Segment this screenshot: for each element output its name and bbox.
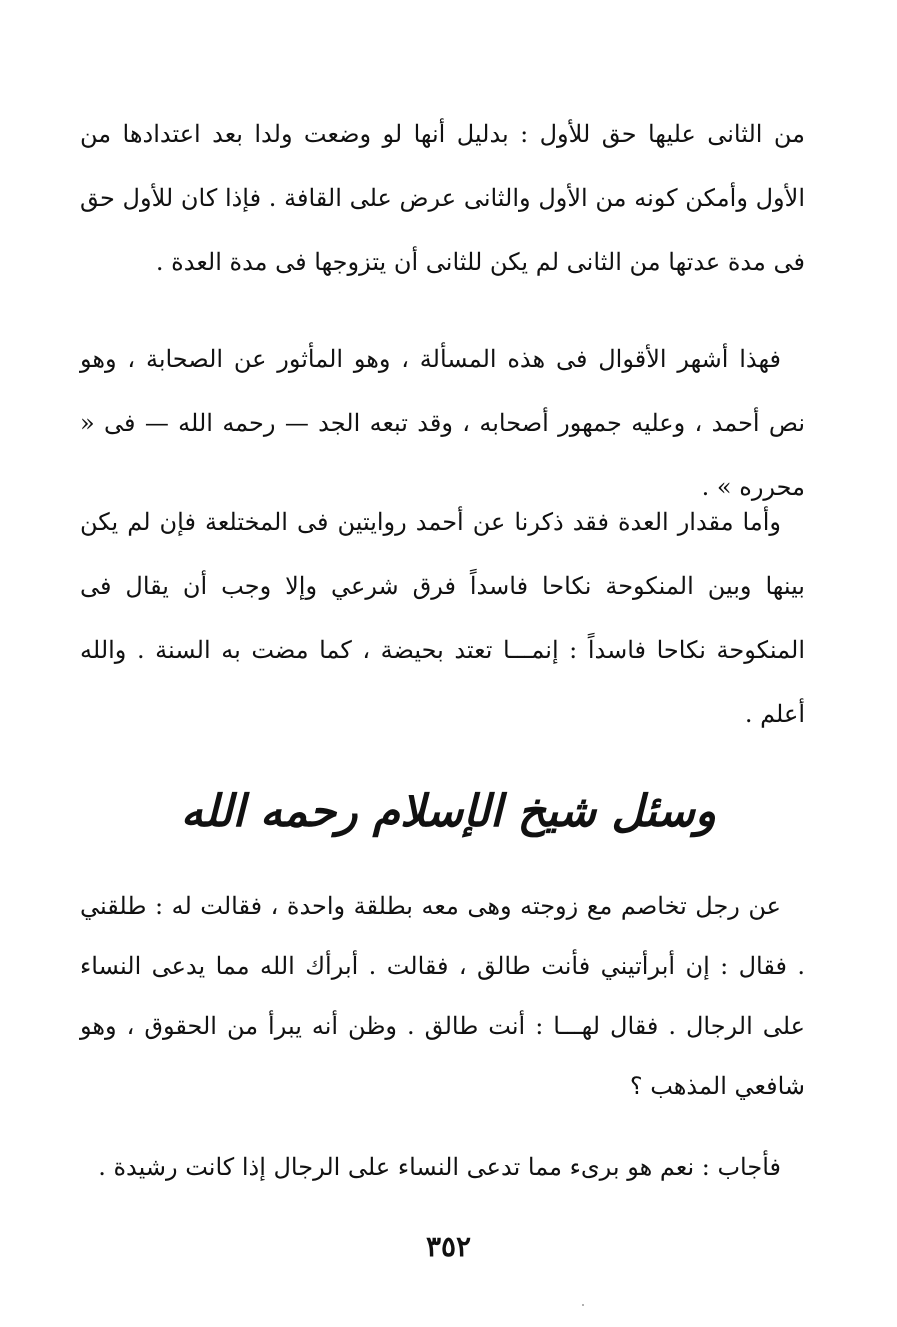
paragraph-waiting-period-amount: وأما مقدار العدة فقد ذكرنا عن أحمد روايتين فى المختلعة فإن لم يكن بينها وبين المنكوحة نكاحا فاسداً فرق شرعي وإلا وجب أن يقال فى المنكوحة نكاحا فاسداً : إنمـــا تعتد بحيضة ، كما مضت به السنة . والله أعلم . [80, 508, 805, 728]
scan-speck [582, 1304, 584, 1306]
section-heading: وسئل شيخ الإسلام رحمه الله [180, 786, 717, 837]
paragraph-answer: فأجاب : نعم هو برىء مما تدعى النساء على الرجال إذا كانت رشيدة . [98, 1153, 781, 1181]
paragraph-question: عن رجل تخاصم مع زوجته وهى معه بطلقة واحدة ، فقالت له : طلقني . فقال : إن أبرأتيني فأنت طالق ، فقالت . أبرأك الله مما يدعى النساء على الرجال . فقال لهـــا : أنت طالق . وظن أنه يبرأ من الحقوق ، وهو شافعي المذهب ؟ [80, 892, 805, 1100]
paragraph-most-famous-opinions: فهذا أشهر الأقوال فى هذه المسألة ، وهو المأثور عن الصحابة ، وهو نص أحمد ، وعليه جمهور أصحابه ، وقد تبعه الجد — رحمه الله — فى « محرره » . [80, 345, 805, 501]
page-number: ٣٥٢ [425, 1230, 472, 1263]
paragraph-waiting-period-rights: من الثانى عليها حق للأول : بدليل أنها لو وضعت ولدا بعد اعتدادها من الأول وأمكن كونه من الأول والثانى عرض على القافة . فإذا كان للأول حق فى مدة عدتها من الثانى لم يكن للثانى أن يتزوجها فى مدة العدة . [80, 120, 805, 276]
